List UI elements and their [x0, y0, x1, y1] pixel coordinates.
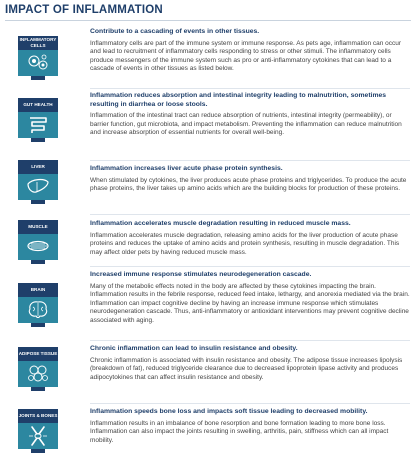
section-body: Inflammatory cells are part of the immune system or immune response. As pets age, inflammation can occur and lead to recruitment of inflammatory cells responding to stress or other stimuli. The inflammatory cells produce messengers of the immune system such as pro or anti-inflammatory cytokines that can lead to a cascade of events in other tissues as listed below.: [90, 39, 402, 73]
section-divider: [90, 266, 410, 267]
section-divider: [90, 403, 410, 404]
badge-label: GUT HEALTH: [18, 98, 58, 112]
badge-liver: [18, 160, 58, 200]
section-body: Chronic inflammation is associated with insulin resistance and obesity. The adipose tissue increases lipolysis (breakdown of fat), reduced triglyceride clearance due to decreased lipoprotein lipase activity and produces adipocytokines that can affect insulin resistance and obesity.: [90, 356, 403, 381]
badge-label: MUSCLE: [18, 220, 58, 234]
section-heading: Contribute to a cascading of events in other tissues.: [90, 28, 260, 35]
muscle-icon: [26, 236, 50, 258]
liver-icon: [26, 176, 50, 198]
section-heading: Inflammation increases liver acute phase protein synthesis.: [90, 165, 283, 172]
adipose-cells-icon: [26, 363, 50, 385]
joint-icon: [26, 425, 50, 447]
badge-label: INFLAMMATORY CELLS: [19, 37, 57, 48]
inflammatory-cells-icon: [26, 52, 50, 74]
section-divider: [90, 160, 410, 161]
section-heading: Chronic inflammation can lead to insulin resistance and obesity.: [90, 345, 298, 352]
badge-label: LIVER: [18, 160, 58, 174]
intestine-icon: [26, 114, 50, 136]
section-divider: [90, 214, 410, 215]
badge-muscle: [18, 220, 58, 260]
section-divider: [90, 88, 410, 89]
badge-label: BRAIN: [18, 283, 58, 297]
section-body: Inflammation of the intestinal tract can reduce absorption of nutrients, intestinal integrity (permeability), or barrier function, gut microbiota, and impact metabolism. Preventing the inflammation can reduce malnutrition and increase absorption of essential nutrients for overall well-being.: [90, 112, 402, 137]
badge-joints-bones: [18, 409, 58, 449]
section-body: When stimulated by cytokines, the liver produces acute phase proteins and triglycerides. To produce the acute phase proteins, the liver takes up amino acids which are the building blocks for production of these proteins.: [90, 176, 407, 193]
section-body: Many of the metabolic effects noted in the body are affected by these cytokines impacting the brain. Inflammation results in the febrile response, reduced feed intake, lethargy, and anorexia mediated via the brain. Inflammation can impact cognitive decline by having an increase immune response which stimulates neurodegeneration cascade. Thus, anti-inflammatory or antioxidant interventions may prevent cognitive decline associated with aging.: [90, 282, 410, 324]
badge-label: JOINTS & BONES: [18, 409, 58, 423]
section-heading: Inflammation accelerates muscle degradation resulting in reduced muscle mass.: [90, 220, 351, 227]
section-heading: Inflammation speeds bone loss and impacts soft tissue leading to decreased mobility.: [90, 408, 368, 415]
badge-inflammatory-cells: [18, 36, 58, 76]
section-body: Inflammation accelerates muscle degradation, releasing amino acids for the liver production of acute phase proteins and reduces the uptake of amino acids and protein synthesis, resulting in muscle degradation. This may affect older pets by having reduced muscle mass.: [90, 231, 400, 256]
badge-gut-health: [18, 98, 58, 138]
section-heading: Inflammation reduces absorption and intestinal integrity leading to malnutrition, sometimes resulting in diarrhea or loose stools.: [90, 92, 387, 108]
brain-icon: [26, 299, 50, 321]
badge-adipose-tissue: [18, 347, 58, 387]
section-heading: Increased immune response stimulates neurodegeneration cascade.: [90, 271, 312, 278]
section-divider: [90, 340, 410, 341]
section-body: Inflammation results in an imbalance of bone resorption and bone formation leading to more bone loss. Inflammation can also impact the joints resulting in swelling, arthritis, pain, stiffness which can all impact mobility.: [90, 419, 389, 444]
title-divider: [5, 20, 411, 21]
page-title: IMPACT OF INFLAMMATION: [5, 4, 163, 16]
badge-brain: [18, 283, 58, 323]
badge-label: ADIPOSE TISSUE: [18, 347, 58, 361]
